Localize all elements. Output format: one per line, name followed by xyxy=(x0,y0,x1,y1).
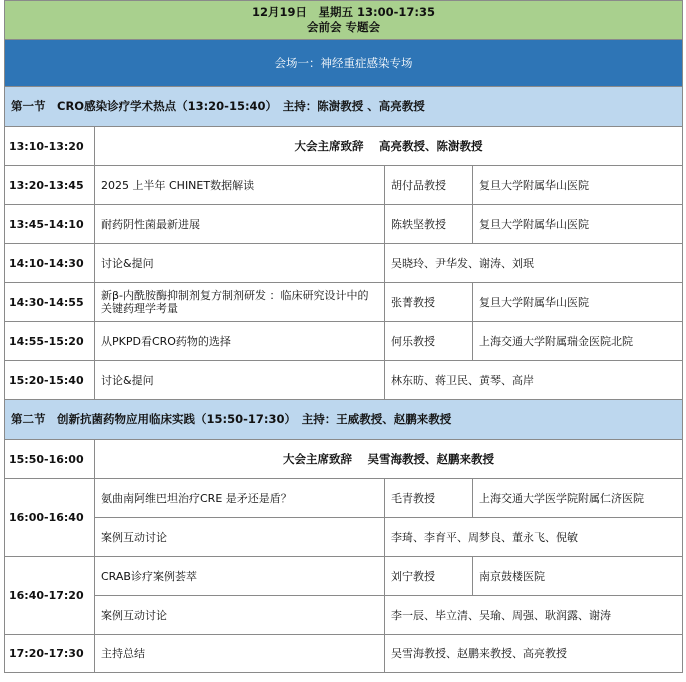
section-1-title: 第一节 CRO感染诊疗学术热点（13:20-15:40） 主持：陈澍教授 、高亮教授 xyxy=(5,87,683,127)
discussants: 李一辰、毕立清、吴瑜、周强、耿润露、谢涛 xyxy=(385,596,683,635)
table-row xyxy=(5,127,683,166)
time-slot: 14:10-14:30 xyxy=(5,244,95,283)
organization: 复旦大学附属华山医院 xyxy=(473,166,683,205)
time-slot: 13:20-13:45 xyxy=(5,166,95,205)
time-slot: 13:10-13:20 xyxy=(5,127,95,166)
time-slot: 16:40-17:20 xyxy=(5,557,95,635)
discussants: 吴晓玲、尹华发、谢涛、刘珉 xyxy=(385,244,683,283)
table-row xyxy=(5,518,683,557)
header-subtitle: 会前会 专题会 xyxy=(306,20,380,34)
speaker: 刘宁教授 xyxy=(385,557,473,596)
topic: 案例互动讨论 xyxy=(95,518,385,557)
table-row xyxy=(5,635,683,673)
speaker: 胡付品教授 xyxy=(385,166,473,205)
time-slot: 14:30-14:55 xyxy=(5,283,95,322)
discussants: 林东昉、蒋卫民、黄琴、高岸 xyxy=(385,361,683,400)
time-slot: 13:45-14:10 xyxy=(5,205,95,244)
table-row xyxy=(5,283,683,322)
speaker: 何乐教授 xyxy=(385,322,473,361)
table-row xyxy=(5,361,683,400)
table-row xyxy=(5,557,683,596)
speaker: 毛青教授 xyxy=(385,479,473,518)
chair-address: 大会主席致辞 高亮教授、陈澍教授 xyxy=(95,127,683,166)
organization: 南京鼓楼医院 xyxy=(473,557,683,596)
section-2-title: 第二节 创新抗菌药物应用临床实践（15:50-17:30） 主持：王威教授、赵鹏来教授 xyxy=(5,400,683,440)
time-slot: 17:20-17:30 xyxy=(5,635,95,673)
time-slot: 16:00-16:40 xyxy=(5,479,95,557)
topic: 氨曲南阿维巴坦治疗CRE 是矛还是盾？ xyxy=(95,479,385,518)
discussants: 李琦、李育平、周梦良、董永飞、倪敏 xyxy=(385,518,683,557)
time-slot: 15:50-16:00 xyxy=(5,440,95,479)
closing-hosts: 吴雪海教授、赵鹏来教授、高亮教授 xyxy=(385,635,683,673)
chair-address: 大会主席致辞 吴雪海教授、赵鹏来教授 xyxy=(95,440,683,479)
speaker: 张菁教授 xyxy=(385,283,473,322)
table-row xyxy=(5,322,683,361)
topic: 讨论&提问 xyxy=(95,244,385,283)
schedule-header xyxy=(5,1,683,40)
table-row xyxy=(5,166,683,205)
time-slot: 14:55-15:20 xyxy=(5,322,95,361)
organization: 复旦大学附属华山医院 xyxy=(473,283,683,322)
topic: 新β-内酰胺酶抑制剂复方制剂研发 ：临床研究设计中的关键药理学考量 xyxy=(95,283,385,322)
topic: 2025 上半年 CHINET数据解读 xyxy=(95,166,385,205)
table-row xyxy=(5,205,683,244)
topic: CRAB诊疗案例荟萃 xyxy=(95,557,385,596)
date-line: 12月19日 星期五 13:00-17:35 xyxy=(252,5,435,19)
topic: 耐药阴性菌最新进展 xyxy=(95,205,385,244)
topic: 从PKPD看CRO药物的选择 xyxy=(95,322,385,361)
venue-title: 会场一：神经重症感染专场 xyxy=(5,40,683,87)
schedule-table xyxy=(4,0,683,673)
organization: 上海交通大学附属瑞金医院北院 xyxy=(473,322,683,361)
topic: 主持总结 xyxy=(95,635,385,673)
time-slot: 15:20-15:40 xyxy=(5,361,95,400)
organization: 复旦大学附属华山医院 xyxy=(473,205,683,244)
organization: 上海交通大学医学院附属仁济医院 xyxy=(473,479,683,518)
speaker: 陈轶坚教授 xyxy=(385,205,473,244)
topic: 案例互动讨论 xyxy=(95,596,385,635)
table-row xyxy=(5,440,683,479)
table-row xyxy=(5,479,683,518)
table-row xyxy=(5,596,683,635)
table-row xyxy=(5,244,683,283)
topic: 讨论&提问 xyxy=(95,361,385,400)
